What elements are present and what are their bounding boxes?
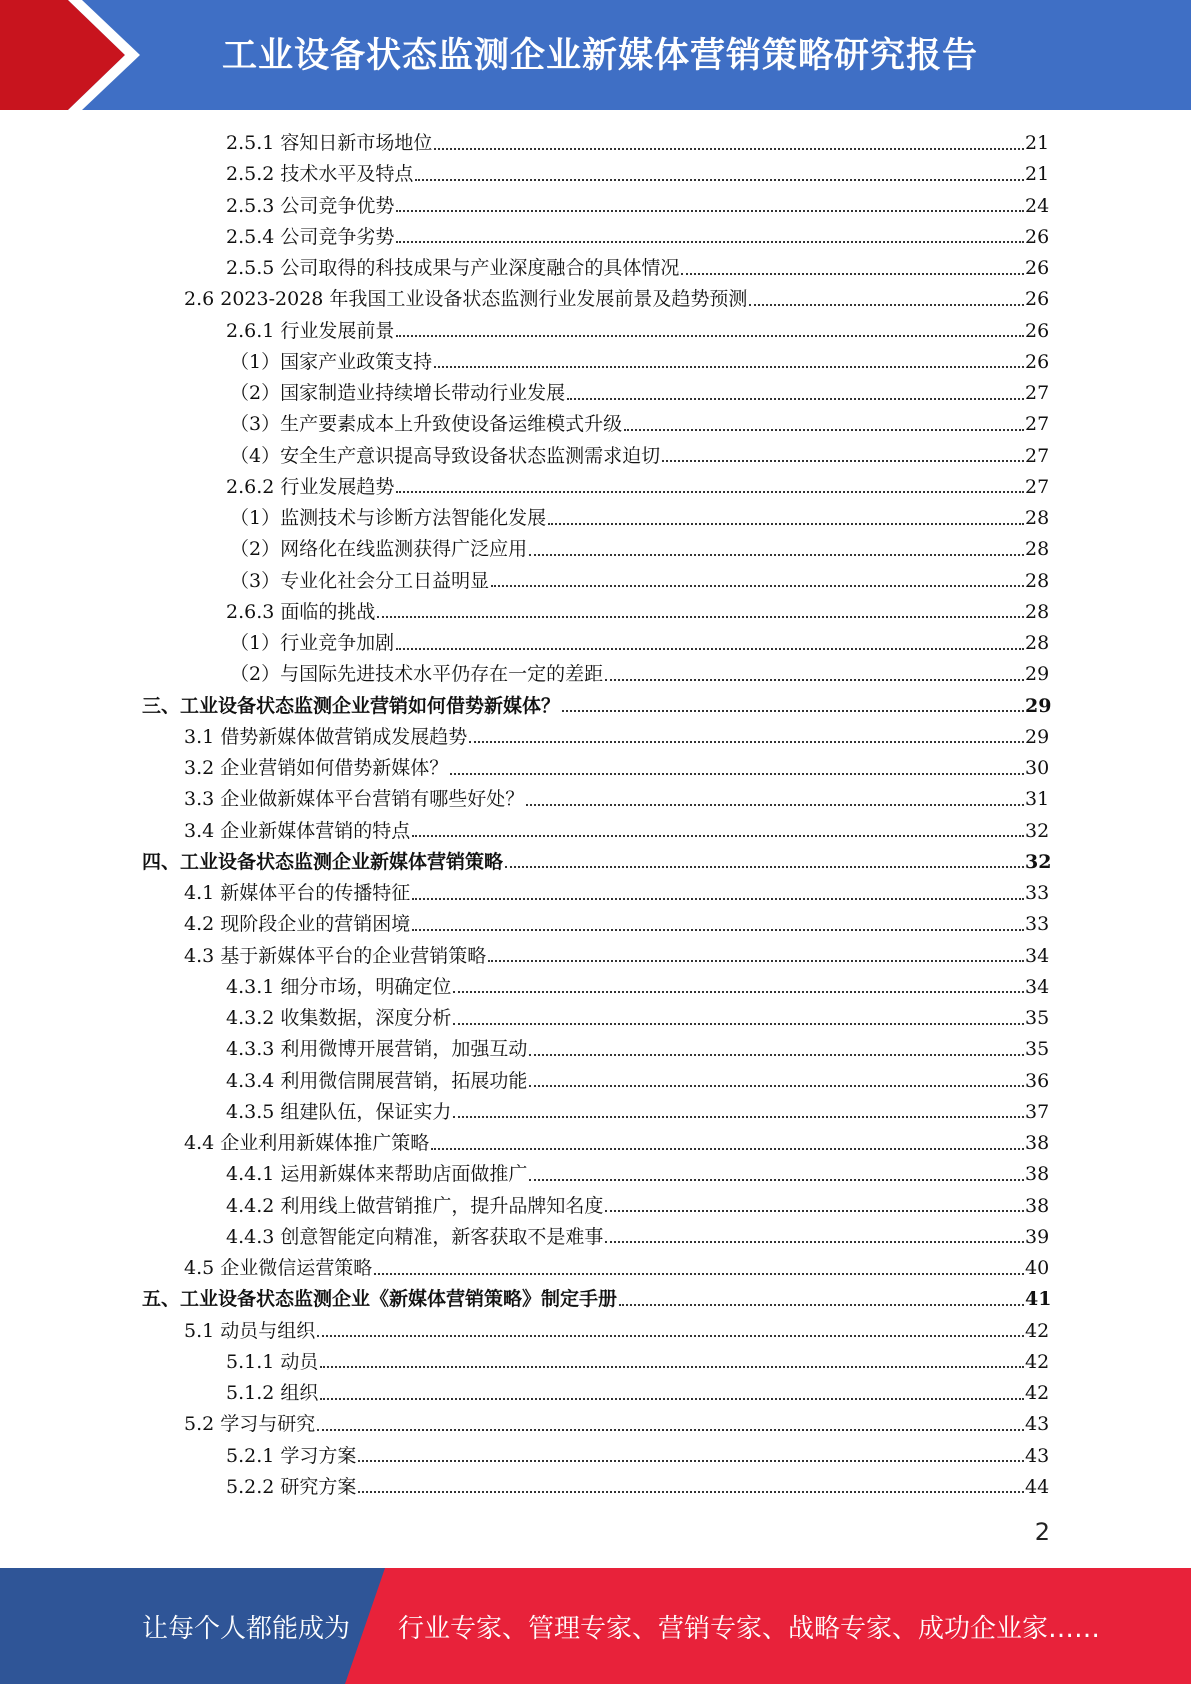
toc-dot-leader	[505, 866, 1024, 868]
toc-dot-leader	[358, 1491, 1024, 1493]
toc-entry-page: 44	[1025, 1475, 1050, 1498]
toc-entry-page: 29	[1025, 663, 1050, 686]
toc-dot-leader	[662, 460, 1024, 462]
toc-entry[interactable]	[184, 1316, 1048, 1347]
toc-entry-page: 32	[1025, 850, 1052, 873]
toc-entry[interactable]	[226, 253, 1048, 284]
toc-entry-title: 5.1.2 组织	[226, 1382, 319, 1404]
toc-entry-page: 24	[1025, 194, 1050, 217]
toc-entry[interactable]	[226, 1191, 1048, 1222]
toc-entry-title: （3）专业化社会分工日益明显	[230, 569, 490, 592]
toc-entry-title: 2.6.3 面临的挑战	[226, 600, 376, 623]
toc-entry-page: 33	[1025, 913, 1050, 936]
toc-entry-title: 3.3 企业做新媒体平台营销有哪些好处？	[184, 788, 525, 811]
toc-entry[interactable]	[184, 1409, 1048, 1440]
toc-entry[interactable]	[230, 534, 1048, 565]
toc-entry[interactable]	[230, 347, 1048, 378]
toc-entry-page: 37	[1025, 1100, 1050, 1123]
toc-dot-leader	[396, 491, 1024, 493]
toc-dot-leader	[488, 960, 1024, 962]
toc-entry[interactable]	[226, 222, 1048, 253]
toc-entry-page: 26	[1025, 319, 1050, 342]
footer-slogan-right: 行业专家、管理专家、营销专家、战略专家、成功企业家……	[398, 1614, 1101, 1644]
toc-entry-page: 32	[1025, 819, 1050, 842]
toc-entry-title: （4）安全生产意识提高导致设备状态监测需求迫切	[230, 444, 661, 467]
toc-entry[interactable]	[226, 1034, 1048, 1065]
toc-entry[interactable]	[226, 159, 1048, 190]
toc-entry[interactable]	[226, 1222, 1048, 1253]
toc-entry-page: 38	[1025, 1163, 1050, 1186]
toc-dot-leader	[396, 648, 1024, 650]
toc-dot-leader	[396, 210, 1024, 212]
toc-entry-page: 42	[1025, 1319, 1050, 1342]
toc-entry[interactable]	[230, 378, 1048, 409]
toc-entry-title: 四、工业设备状态监测企业新媒体营销策略	[142, 850, 504, 873]
toc-entry-title: 2.5.4 公司竞争劣势	[226, 225, 395, 248]
toc-dot-leader	[605, 679, 1024, 681]
toc-entry[interactable]	[230, 566, 1048, 597]
toc-entry[interactable]	[226, 597, 1048, 628]
report-title: 工业设备状态监测企业新媒体营销策略研究报告	[222, 36, 979, 76]
toc-entry-title: （1）监测技术与诊断方法智能化发展	[230, 507, 547, 529]
toc-entry-page: 26	[1025, 350, 1050, 373]
toc-entry-title: 4.1 新媒体平台的传播特征	[184, 882, 411, 904]
toc-entry[interactable]	[184, 284, 1048, 315]
toc-entry[interactable]	[226, 191, 1048, 222]
toc-entry-page: 29	[1025, 694, 1052, 717]
toc-dot-leader	[749, 304, 1024, 306]
toc-entry-page: 34	[1025, 975, 1050, 998]
toc-entry[interactable]	[184, 816, 1048, 847]
toc-dot-leader	[681, 273, 1024, 275]
toc-entry-title: 3.1 借势新媒体做营销成发展趋势	[184, 725, 468, 748]
toc-entry[interactable]	[226, 1066, 1048, 1097]
toc-entry-title: 4.5 企业微信运营策略	[184, 1257, 373, 1279]
page-footer	[0, 1568, 1191, 1684]
toc-entry[interactable]	[226, 1159, 1048, 1190]
toc-entry[interactable]	[142, 847, 1052, 878]
toc-entry-page: 38	[1025, 1194, 1050, 1217]
toc-entry-page: 27	[1025, 382, 1050, 404]
toc-entry[interactable]	[226, 1097, 1048, 1128]
toc-dot-leader	[605, 1241, 1024, 1243]
toc-entry-page: 27	[1025, 444, 1050, 467]
toc-entry-page: 40	[1025, 1257, 1050, 1279]
toc-entry[interactable]	[226, 128, 1048, 159]
toc-entry[interactable]	[184, 784, 1048, 815]
toc-entry[interactable]	[226, 972, 1048, 1003]
toc-entry-page: 28	[1025, 632, 1050, 654]
toc-entry-page: 28	[1025, 569, 1050, 592]
toc-entry[interactable]	[230, 441, 1048, 472]
toc-entry-page: 41	[1025, 1288, 1052, 1311]
toc-entry[interactable]	[184, 753, 1048, 784]
toc-entry[interactable]	[230, 628, 1048, 659]
toc-entry-page: 30	[1025, 757, 1050, 779]
toc-entry-title: 5.1 动员与组织	[184, 1319, 316, 1342]
toc-dot-leader	[619, 1304, 1024, 1306]
toc-entry[interactable]	[226, 1441, 1048, 1472]
toc-entry[interactable]	[226, 472, 1048, 503]
toc-entry-page: 21	[1025, 132, 1050, 154]
toc-entry-title: 5.2.1 学习方案	[226, 1444, 357, 1467]
toc-entry-title: 2.6.2 行业发展趋势	[226, 475, 395, 498]
toc-entry-title: 4.3.2 收集数据，深度分析	[226, 1007, 452, 1029]
toc-entry-title: 4.4.3 创意智能定向精准，新客获取不是难事	[226, 1225, 604, 1248]
toc-entry-page: 26	[1025, 288, 1050, 311]
toc-entry-title: 3.2 企业营销如何借势新媒体？	[184, 757, 449, 779]
toc-entry-page: 35	[1025, 1007, 1050, 1029]
toc-dot-leader	[529, 1179, 1024, 1181]
toc-entry-page: 35	[1025, 1038, 1050, 1061]
toc-entry-title: 4.4.1 运用新媒体来帮助店面做推广	[226, 1163, 528, 1186]
toc-entry[interactable]	[184, 909, 1048, 940]
toc-entry-page: 42	[1025, 1382, 1050, 1404]
toc-entry-title: 三、工业设备状态监测企业营销如何借势新媒体？	[142, 694, 561, 717]
toc-dot-leader	[567, 398, 1024, 400]
toc-entry-page: 33	[1025, 882, 1050, 904]
toc-entry-page: 38	[1025, 1132, 1050, 1154]
toc-entry-page: 36	[1025, 1069, 1050, 1092]
toc-dot-leader	[453, 1023, 1024, 1025]
toc-dot-leader	[453, 991, 1024, 993]
toc-entry[interactable]	[142, 691, 1052, 722]
toc-dot-leader	[450, 773, 1024, 775]
toc-dot-leader	[434, 148, 1024, 150]
toc-dot-leader	[605, 1210, 1024, 1212]
toc-entry[interactable]	[226, 1378, 1048, 1409]
toc-entry[interactable]	[230, 409, 1048, 440]
toc-entry-page: 34	[1025, 944, 1050, 967]
toc-entry-title: 4.3 基于新媒体平台的企业营销策略	[184, 944, 487, 967]
toc-entry-title: 5.1.1 动员	[226, 1350, 319, 1373]
toc-entry-title: （2）与国际先进技术水平仍存在一定的差距	[230, 663, 604, 686]
toc-entry-title: 4.3.1 细分市场，明确定位	[226, 975, 452, 998]
toc-entry[interactable]	[184, 941, 1048, 972]
toc-entry[interactable]	[226, 1003, 1048, 1034]
toc-dot-leader	[548, 523, 1024, 525]
toc-dot-leader	[358, 1460, 1024, 1462]
toc-entry-title: （1）行业竞争加剧	[230, 632, 395, 654]
toc-entry-page: 28	[1025, 507, 1050, 529]
toc-dot-leader	[396, 241, 1024, 243]
toc-entry[interactable]	[226, 316, 1048, 347]
footer-slogan-left: 让每个人都能成为	[142, 1614, 351, 1644]
toc-dot-leader	[491, 585, 1024, 587]
toc-entry-page: 43	[1025, 1444, 1050, 1467]
toc-entry-page: 28	[1025, 600, 1050, 623]
toc-entry-page: 27	[1025, 475, 1050, 498]
toc-entry[interactable]	[226, 1347, 1048, 1378]
toc-dot-leader	[317, 1429, 1024, 1431]
toc-entry-title: 2.5.2 技术水平及特点	[226, 163, 414, 186]
toc-dot-leader	[396, 335, 1024, 337]
toc-entry[interactable]	[142, 1284, 1052, 1315]
toc-entry-page: 26	[1025, 225, 1050, 248]
toc-entry-page: 29	[1025, 725, 1050, 748]
toc-entry-title: 5.2.2 研究方案	[226, 1475, 357, 1498]
toc-entry[interactable]	[184, 1253, 1048, 1284]
toc-entry-title: 五、工业设备状态监测企业《新媒体营销策略》制定手册	[142, 1288, 618, 1311]
table-of-contents	[0, 128, 1191, 1503]
toc-dot-leader	[412, 898, 1024, 900]
toc-entry-page: 28	[1025, 538, 1050, 561]
toc-dot-leader	[412, 929, 1024, 931]
toc-dot-leader	[624, 429, 1024, 431]
toc-entry-title: 4.4.2 利用线上做营销推广，提升品牌知名度	[226, 1194, 604, 1217]
toc-dot-leader	[529, 1085, 1024, 1087]
toc-entry-title: 2.6 2023-2028 年我国工业设备状态监测行业发展前景及趋势预测	[184, 288, 748, 311]
toc-entry-title: （1）国家产业政策支持	[230, 350, 433, 373]
toc-entry-title: （2）网络化在线监测获得广泛应用	[230, 538, 528, 561]
page-number: 2	[1034, 1518, 1050, 1546]
toc-dot-leader	[320, 1398, 1024, 1400]
toc-entry-title: 2.5.5 公司取得的科技成果与产业深度融合的具体情况	[226, 257, 680, 279]
toc-dot-leader	[469, 741, 1024, 743]
toc-entry-page: 42	[1025, 1350, 1050, 1373]
toc-dot-leader	[377, 616, 1024, 618]
toc-entry-page: 21	[1025, 163, 1050, 186]
toc-dot-leader	[526, 804, 1024, 806]
toc-dot-leader	[431, 1148, 1024, 1150]
toc-entry-page: 26	[1025, 257, 1050, 279]
toc-dot-leader	[562, 710, 1024, 712]
toc-dot-leader	[412, 835, 1024, 837]
toc-dot-leader	[317, 1335, 1024, 1337]
toc-entry-title: 4.2 现阶段企业的营销困境	[184, 913, 411, 936]
toc-entry-page: 27	[1025, 413, 1050, 436]
toc-entry[interactable]	[184, 1128, 1048, 1159]
toc-dot-leader	[434, 366, 1024, 368]
toc-entry-title: 4.4 企业利用新媒体推广策略	[184, 1132, 430, 1154]
toc-entry-title: （2）国家制造业持续增长带动行业发展	[230, 382, 566, 404]
toc-entry[interactable]	[230, 659, 1048, 690]
toc-entry[interactable]	[226, 1472, 1048, 1503]
toc-dot-leader	[374, 1273, 1024, 1275]
toc-entry-page: 39	[1025, 1225, 1050, 1248]
toc-entry-title: 3.4 企业新媒体营销的特点	[184, 819, 411, 842]
toc-dot-leader	[529, 1054, 1024, 1056]
toc-entry-title: 5.2 学习与研究	[184, 1413, 316, 1436]
toc-dot-leader	[453, 1116, 1024, 1118]
toc-dot-leader	[529, 554, 1024, 556]
toc-entry[interactable]	[184, 878, 1048, 909]
toc-entry-page: 31	[1025, 788, 1050, 811]
page-header	[0, 0, 1191, 110]
toc-entry-title: 2.5.3 公司竞争优势	[226, 194, 395, 217]
toc-dot-leader	[415, 179, 1024, 181]
toc-entry-title: （3）生产要素成本上升致使设备运维模式升级	[230, 413, 623, 436]
toc-dot-leader	[320, 1366, 1024, 1368]
toc-entry-title: 4.3.3 利用微博开展营销，加强互动	[226, 1038, 528, 1061]
toc-entry[interactable]	[230, 503, 1048, 534]
toc-entry[interactable]	[184, 722, 1048, 753]
toc-entry-title: 2.6.1 行业发展前景	[226, 319, 395, 342]
toc-entry-title: 4.3.5 组建队伍，保证实力	[226, 1100, 452, 1123]
toc-entry-title: 4.3.4 利用微信開展营销，拓展功能	[226, 1069, 528, 1092]
toc-entry-page: 43	[1025, 1413, 1050, 1436]
toc-entry-title: 2.5.1 容知日新市场地位	[226, 132, 433, 154]
